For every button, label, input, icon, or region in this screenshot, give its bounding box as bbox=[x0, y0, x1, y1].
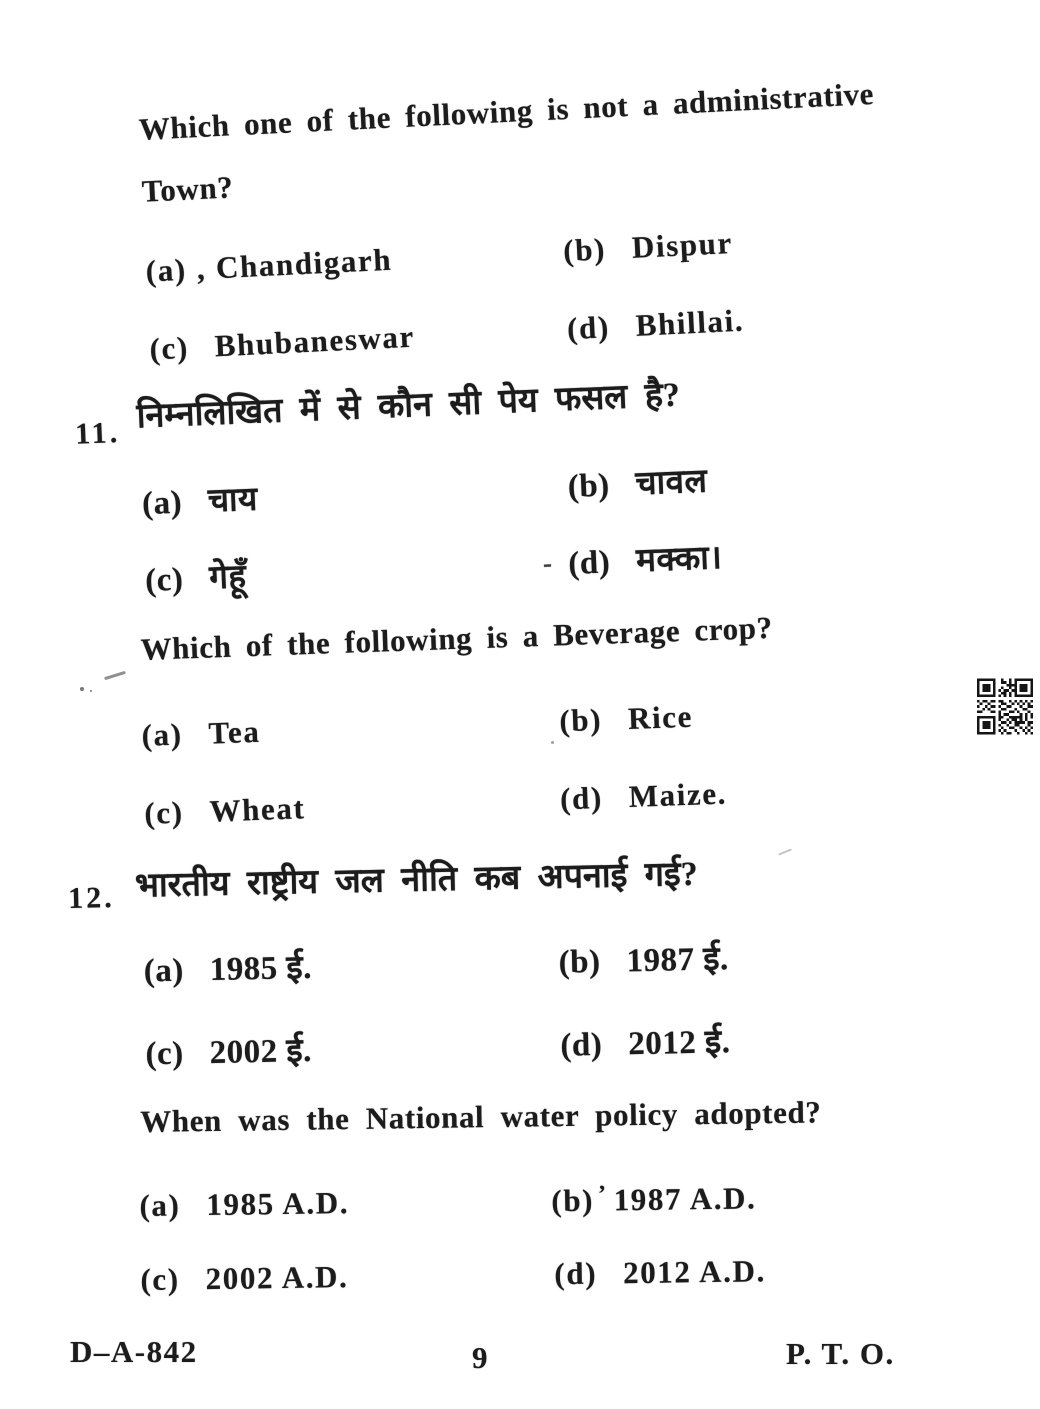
stray-tick-mark: ’ bbox=[597, 1181, 608, 1208]
question-text-line: When was the National water policy adopted? bbox=[139, 1094, 822, 1139]
option-label: (d) bbox=[567, 544, 611, 583]
option-text: मक्का। bbox=[635, 539, 723, 580]
option-a bbox=[143, 943, 312, 992]
pto-label: P. T. O. bbox=[786, 1336, 895, 1371]
stray-comma-mark: , bbox=[195, 250, 207, 287]
question-text-line: Town? bbox=[141, 169, 235, 209]
option-text: 2002 A.D. bbox=[205, 1259, 349, 1297]
option-text: 2002 ई. bbox=[209, 1032, 313, 1072]
option-text: 1985 A.D. bbox=[206, 1185, 350, 1223]
question-11-hindi bbox=[70, 366, 979, 632]
option-text: चाय bbox=[207, 481, 259, 520]
option-label: (a) bbox=[139, 1187, 181, 1223]
pencil-dot-mark bbox=[80, 687, 84, 691]
option-text: 1987 A.D. bbox=[613, 1180, 757, 1218]
option-label: (b) bbox=[567, 467, 611, 506]
option-text: 1987 ई. bbox=[626, 941, 730, 980]
question-number: 12. bbox=[67, 881, 116, 915]
question-10-english bbox=[136, 71, 989, 392]
option-label: (b) bbox=[558, 701, 603, 739]
pencil-dot-mark bbox=[551, 741, 554, 744]
option-b bbox=[562, 225, 733, 269]
option-b bbox=[559, 699, 694, 740]
option-label: (a) bbox=[144, 251, 188, 289]
option-text: Maize. bbox=[628, 775, 728, 814]
qr-code bbox=[977, 677, 1033, 736]
question-text-line: Which one of the following is not a administrative bbox=[137, 75, 875, 147]
option-label: (d) bbox=[554, 1255, 598, 1292]
option-a bbox=[139, 1185, 349, 1224]
option-label: (b) bbox=[551, 1182, 595, 1219]
option-text: चावल bbox=[634, 463, 709, 503]
option-d bbox=[566, 303, 745, 348]
option-label: (a) bbox=[141, 484, 183, 523]
option-d bbox=[559, 776, 727, 818]
option-text: Rice bbox=[627, 698, 694, 736]
option-label: (b) bbox=[562, 231, 607, 269]
question-12-english bbox=[138, 1092, 981, 1324]
option-label: (c) bbox=[144, 561, 185, 600]
pencil-dash-mark bbox=[778, 848, 792, 855]
question-text-line: Which of the following is a Beverage crop? bbox=[139, 609, 774, 667]
question-text-line: भारतीय राष्ट्रीय जल नीति कब अपनाई गई? bbox=[134, 855, 699, 905]
option-c bbox=[149, 319, 416, 368]
option-c bbox=[145, 1026, 312, 1074]
option-text: Tea bbox=[207, 713, 261, 751]
option-text: Bhillai. bbox=[634, 302, 745, 343]
option-d bbox=[560, 1017, 731, 1066]
option-label: (a) bbox=[141, 716, 184, 753]
option-d bbox=[542, 533, 723, 585]
stray-dash-mark: - bbox=[542, 547, 553, 579]
option-text: 2012 A.D. bbox=[622, 1253, 767, 1291]
option-label: (b) bbox=[558, 943, 601, 981]
option-a bbox=[141, 714, 261, 754]
option-text: Bhubaneswar bbox=[213, 318, 416, 364]
question-number: 11. bbox=[74, 416, 121, 451]
option-label: (c) bbox=[145, 1035, 185, 1073]
question-text-line: निम्नलिखित में से कौन सी पेय फसल है? bbox=[135, 376, 681, 436]
option-label: (c) bbox=[143, 794, 185, 831]
option-b bbox=[551, 1179, 756, 1219]
option-text: Wheat bbox=[208, 790, 306, 829]
option-b bbox=[558, 934, 729, 983]
option-a bbox=[141, 475, 258, 525]
option-label: (d) bbox=[560, 1026, 603, 1064]
question-11-english bbox=[138, 603, 986, 862]
page-number: 9 bbox=[472, 1340, 489, 1375]
option-c bbox=[144, 790, 306, 832]
question-12-hindi bbox=[67, 855, 972, 1108]
option-c bbox=[140, 1259, 348, 1298]
option-label: (c) bbox=[140, 1261, 180, 1297]
option-label: (c) bbox=[148, 329, 190, 367]
option-text: 1985 ई. bbox=[209, 949, 313, 989]
pencil-dot-mark bbox=[90, 690, 92, 692]
option-text: Chandigarh bbox=[215, 241, 393, 286]
option-label: (d) bbox=[559, 779, 604, 817]
option-b bbox=[567, 457, 708, 508]
pencil-slash-mark bbox=[104, 671, 126, 680]
option-text: Dispur bbox=[631, 225, 734, 265]
option-label: (a) bbox=[143, 952, 185, 990]
option-text: गेहूँ bbox=[208, 559, 248, 597]
option-a bbox=[145, 242, 393, 290]
option-d bbox=[554, 1253, 766, 1292]
option-label: (d) bbox=[566, 309, 611, 347]
paper-code: D–A-842 bbox=[70, 1334, 198, 1369]
option-text: 2012 ई. bbox=[627, 1024, 731, 1063]
option-c bbox=[144, 552, 247, 601]
